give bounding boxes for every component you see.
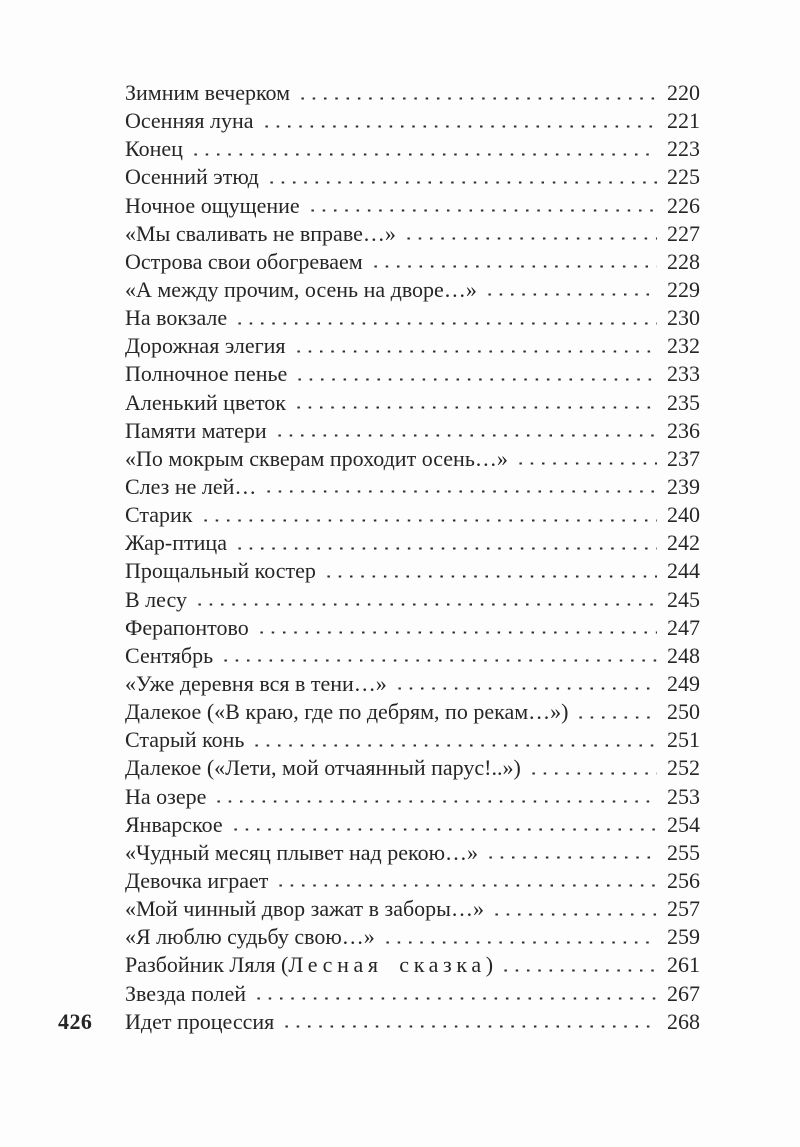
- toc-entry-page: 249: [667, 670, 700, 696]
- dot-leader: [294, 360, 657, 388]
- toc-row: [125, 754, 700, 782]
- toc-row: [125, 923, 700, 951]
- toc-entry-title: В лесу: [125, 586, 187, 612]
- dot-leader: [394, 670, 657, 698]
- page-folio: 426: [58, 1008, 93, 1034]
- toc-entry-title: На озере: [125, 783, 207, 809]
- dot-leader: [485, 839, 657, 867]
- dot-leader: [274, 417, 657, 445]
- toc-entry-page: 242: [667, 530, 700, 556]
- toc-entry-page: 252: [667, 755, 700, 781]
- toc-entry-title: Январское: [125, 811, 223, 837]
- dot-leader: [528, 754, 657, 782]
- toc-entry-page: 248: [667, 642, 700, 668]
- toc-entry-title: Конец: [125, 136, 183, 162]
- dot-leader: [234, 529, 657, 557]
- dot-leader: [500, 951, 657, 979]
- toc-entry-page: 245: [667, 586, 700, 612]
- toc-entry-page: 225: [667, 164, 700, 190]
- toc-entry-page: 247: [667, 614, 700, 640]
- toc-entry-page: 259: [667, 924, 700, 950]
- toc-entry-page: 229: [667, 276, 700, 302]
- dot-leader: [293, 389, 657, 417]
- dot-leader: [297, 79, 657, 107]
- dot-leader: [220, 642, 657, 670]
- toc-entry-title: Старый конь: [125, 727, 245, 753]
- toc-entry-title: Ферапонтово: [125, 614, 249, 640]
- toc-entry-title: «Уже деревня вся в тени…»: [125, 670, 387, 696]
- dot-leader: [266, 163, 657, 191]
- toc-entry-title: Разбойник Ляля (: [125, 952, 289, 978]
- dot-leader: [515, 445, 657, 473]
- dot-leader: [200, 501, 658, 529]
- toc-row: [125, 951, 700, 979]
- toc-entry-title: «По мокрым скверам проходит осень…»: [125, 445, 508, 471]
- toc-entry-title: Острова свои обогреваем: [125, 248, 363, 274]
- toc-entry-title: Осенняя луна: [125, 108, 254, 134]
- toc-entry-title: Девочка играет: [125, 867, 269, 893]
- toc-row: [125, 698, 700, 726]
- toc-row: [125, 980, 700, 1008]
- dot-leader: [251, 726, 657, 754]
- toc-entry-title: Зимним вечерком: [125, 80, 291, 105]
- toc-entry-title: Осенний этюд: [125, 164, 259, 190]
- toc-entry-page: 255: [667, 839, 700, 865]
- toc-row: [125, 79, 700, 107]
- toc-entry-title: Памяти матери: [125, 417, 267, 443]
- dot-leader: [234, 304, 657, 332]
- toc-row: [125, 389, 700, 417]
- toc-entry-page: 223: [667, 136, 700, 162]
- toc-row: [125, 1008, 700, 1036]
- toc-entry-page: 256: [667, 867, 700, 893]
- toc-entry-title-after: ): [485, 952, 494, 978]
- dot-leader: [230, 811, 657, 839]
- toc-row: [125, 614, 700, 642]
- toc-entry-title: Ночное ощущение: [125, 192, 300, 218]
- toc-row: [125, 867, 700, 895]
- toc-entry-title: «А между прочим, осень на дворе…»: [125, 276, 477, 302]
- dot-leader: [323, 557, 657, 585]
- toc-entry-page: 233: [667, 361, 700, 387]
- toc-row: [125, 192, 700, 220]
- toc-entry-title: «Чудный месяц плывет над рекою…»: [125, 839, 478, 865]
- toc-row: [125, 811, 700, 839]
- toc-row: [125, 642, 700, 670]
- dot-leader: [190, 135, 657, 163]
- toc-row: [125, 726, 700, 754]
- dot-leader: [213, 783, 657, 811]
- toc-entry-page: 254: [667, 811, 700, 837]
- dot-leader: [263, 473, 657, 501]
- toc-row: [125, 445, 700, 473]
- toc-entry-title: Сентябрь: [125, 642, 214, 668]
- toc-entry-page: 232: [667, 333, 700, 359]
- toc-row: [125, 248, 700, 276]
- toc-entry-title: Звезда полей: [125, 980, 247, 1006]
- toc-row: [125, 417, 700, 445]
- toc-entry-page: 261: [667, 952, 700, 978]
- toc-row: [125, 360, 700, 388]
- toc-entry-title: Прощальный костер: [125, 558, 316, 584]
- dot-leader: [403, 220, 657, 248]
- toc-entry-title: На вокзале: [125, 305, 228, 331]
- dot-leader: [382, 923, 657, 951]
- toc-entry-page: 267: [667, 980, 700, 1006]
- toc-row: [125, 501, 700, 529]
- toc-row: [125, 220, 700, 248]
- toc-entry-title: «Мы сваливать не вправе…»: [125, 220, 396, 246]
- toc-entry-page: 257: [667, 896, 700, 922]
- toc-row: [125, 135, 700, 163]
- toc-row: [125, 332, 700, 360]
- toc-list: [125, 79, 700, 1036]
- dot-leader: [256, 614, 657, 642]
- dot-leader: [261, 107, 658, 135]
- toc-row: [125, 107, 700, 135]
- toc-entry-page: 251: [667, 727, 700, 753]
- toc-row: [125, 276, 700, 304]
- toc-row: [125, 670, 700, 698]
- dot-leader: [253, 980, 657, 1008]
- toc-row: [125, 839, 700, 867]
- toc-row: [125, 304, 700, 332]
- toc-entry-page: 244: [667, 558, 700, 584]
- toc-entry-page: 239: [667, 473, 700, 499]
- toc-entry-page: 240: [667, 502, 700, 528]
- dot-leader: [281, 1008, 657, 1036]
- toc-entry-page: 227: [667, 220, 700, 246]
- toc-row: [125, 783, 700, 811]
- dot-leader: [307, 192, 657, 220]
- toc-entry-page: 230: [667, 305, 700, 331]
- toc-row: [125, 529, 700, 557]
- toc-entry-title: Жар-птица: [125, 530, 227, 556]
- toc-entry-page: 253: [667, 783, 700, 809]
- toc-entry-page: 220: [667, 80, 700, 105]
- toc-row: [125, 473, 700, 501]
- toc-entry-title: Далекое («В краю, где по дебрям, по рекам…»): [125, 699, 569, 725]
- dot-leader: [370, 248, 657, 276]
- dot-leader: [275, 867, 657, 895]
- toc-entry-page: 237: [667, 445, 700, 471]
- dot-leader: [491, 895, 657, 923]
- toc-entry-title: Аленький цветок: [125, 389, 286, 415]
- dot-leader: [194, 586, 657, 614]
- toc-entry-page: 226: [667, 192, 700, 218]
- toc-entry-title: Дорожная элегия: [125, 333, 286, 359]
- toc-entry-page: 228: [667, 248, 700, 274]
- toc-entry-title: Старик: [125, 502, 193, 528]
- toc-entry-page: 221: [667, 108, 700, 134]
- toc-entry-title-spaced: Лесная сказка: [288, 952, 486, 978]
- dot-leader: [575, 698, 657, 726]
- toc-entry-page: 236: [667, 417, 700, 443]
- toc-entry-page: 250: [667, 699, 700, 725]
- dot-leader: [484, 276, 657, 304]
- toc-entry-page: 235: [667, 389, 700, 415]
- toc-entry-page: 268: [667, 1008, 700, 1034]
- toc-entry-title: Слез не лей…: [125, 473, 257, 499]
- dot-leader: [293, 332, 657, 360]
- toc-entry-title: Идет процессия: [125, 1008, 275, 1034]
- toc-entry-title: «Я люблю судьбу свою…»: [125, 924, 375, 950]
- toc-entry-title: Полночное пенье: [125, 361, 288, 387]
- toc-entry-title: Далекое («Лети, мой отчаянный парус!..»): [125, 755, 521, 781]
- toc-row: [125, 895, 700, 923]
- toc-row: [125, 586, 700, 614]
- toc-entry-title: «Мой чинный двор зажат в заборы…»: [125, 896, 484, 922]
- toc-row: [125, 557, 700, 585]
- toc-row: [125, 163, 700, 191]
